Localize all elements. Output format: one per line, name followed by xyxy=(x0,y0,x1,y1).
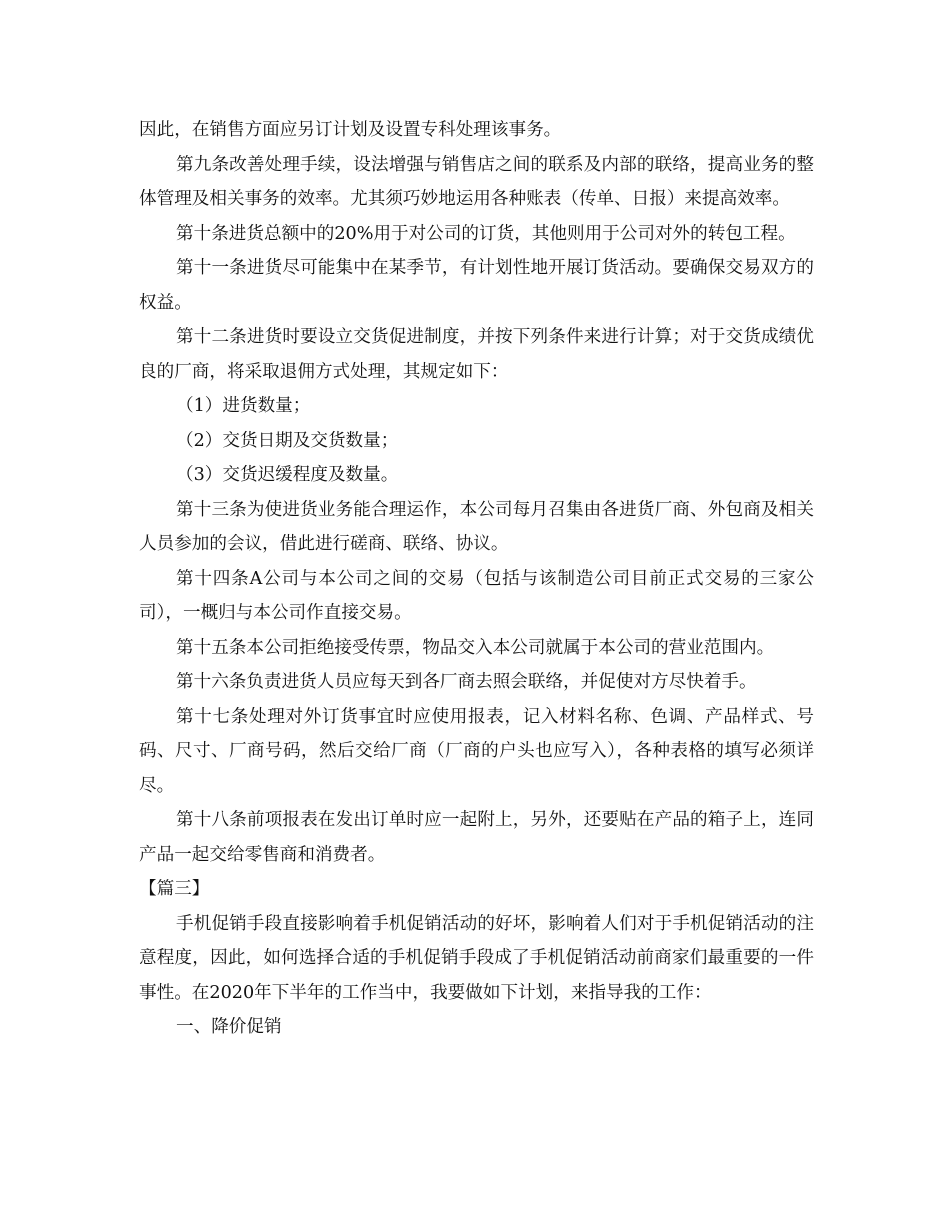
list-item-1: （1）进货数量； xyxy=(176,396,311,416)
subheading-price-promotion: 一、降价促销 xyxy=(176,1017,282,1037)
list-item-3: （3）交货迟缓程度及数量。 xyxy=(176,465,399,485)
paragraph-article-12: 第十二条进货时要设立交货促进制度，并按下列条件来进行计算；对于交货成绩优良的厂商，将采取退佣方式处理，其规定如下： xyxy=(139,327,814,382)
paragraph-article-9: 第九条改善处理手续，设法增强与销售店之间的联系及内部的联络，提高业务的整体管理及相关事务的效率。尤其须巧妙地运用各种账表（传单、日报）来提高效率。 xyxy=(139,154,814,209)
paragraph-article-13: 第十三条为使进货业务能合理运作，本公司每月召集由各进货厂商、外包商及相关人员参加的会议，借此进行磋商、联络、协议。 xyxy=(139,499,814,554)
paragraph-intro: 手机促销手段直接影响着手机促销活动的好坏，影响着人们对于手机促销活动的注意程度，因此，如何选择合适的手机促销手段成了手机促销活动前商家们最重要的一件事性。在2020年下半年的工作当中，我要做如下计划，来指导我的工作： xyxy=(139,913,814,1003)
section-heading: 【篇三】 xyxy=(139,879,210,899)
paragraph-article-17: 第十七条处理对外订货事宜时应使用报表，记入材料名称、色调、产品样式、号码、尺寸、厂商号码，然后交给厂商（厂商的户头也应写入），各种表格的填写必须详尽。 xyxy=(139,706,814,796)
paragraph-article-11: 第十一条进货尽可能集中在某季节，有计划性地开展订货活动。要确保交易双方的权益。 xyxy=(139,258,814,313)
paragraph-article-18: 第十八条前项报表在发出订单时应一起附上，另外，还要贴在产品的箱子上，连同产品一起交给零售商和消费者。 xyxy=(139,810,814,865)
paragraph-article-15: 第十五条本公司拒绝接受传票，物品交入本公司就属于本公司的营业范围内。 xyxy=(176,637,775,658)
paragraph-continuation: 因此，在销售方面应另订计划及设置专科处理该事务。 xyxy=(139,120,562,140)
paragraph-article-16: 第十六条负责进货人员应每天到各厂商去照会联络，并促使对方尽快着手。 xyxy=(176,672,757,692)
paragraph-article-10: 第十条进货总额中的20%用于对公司的订货，其他则用于公司对外的转包工程。 xyxy=(176,223,796,244)
document-page xyxy=(139,113,814,1045)
paragraph-article-14: 第十四条A公司与本公司之间的交易（包括与该制造公司目前正式交易的三家公司），一概归与本公司作直接交易。 xyxy=(139,568,814,623)
list-item-2: （2）交货日期及交货数量； xyxy=(176,430,399,451)
